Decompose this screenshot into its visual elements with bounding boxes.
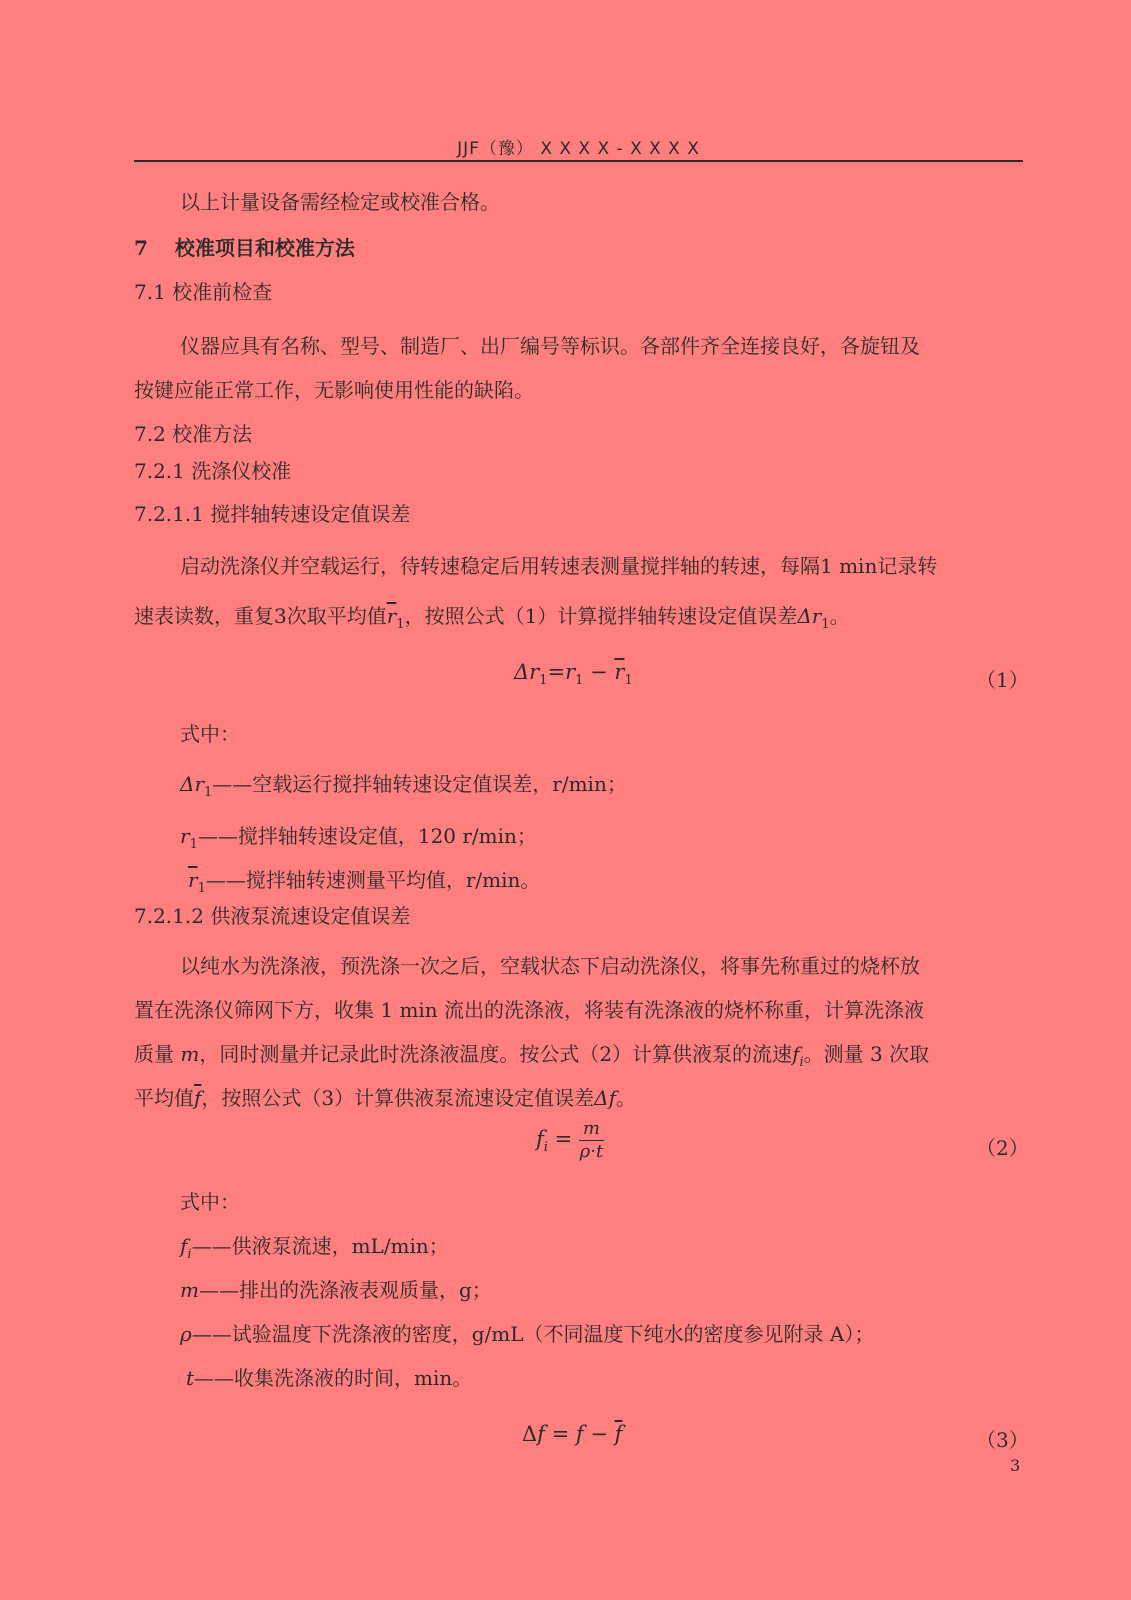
paragraph [134, 600, 850, 632]
text-run: 。 [616, 1086, 636, 1110]
subsection-heading: 7.2.1 洗涤仪校准 [134, 459, 292, 483]
math-symbol: $\overline{r}$ [188, 868, 198, 892]
text-run: ，按照公式（1）计算搅拌轴转速设定值误差 [404, 604, 798, 628]
page-number: 3 [1010, 1456, 1021, 1475]
text-run: ，同时测量并记录此时洗涤液温度。按公式（2）计算供液泵的流速 [199, 1042, 793, 1066]
paragraph: 仪器应具有名称、型号、制造厂、出厂编号等标识。各部件齐全连接良好，各旋钮及 [180, 334, 920, 358]
text-run: 。测量 3 次取 [803, 1042, 930, 1066]
definition-item [180, 1318, 874, 1347]
section-heading: 7 校准项目和校准方法 [134, 236, 355, 260]
definition-item [188, 864, 540, 896]
math-symbol: Δr [180, 772, 205, 796]
math-symbol: r [565, 660, 576, 684]
text-run: 速表读数，重复3次取平均值 [134, 604, 387, 628]
fraction-numerator: m [579, 1118, 604, 1141]
text-run: ——收集洗涤液的时间，min。 [194, 1366, 473, 1390]
definition-item [180, 1230, 449, 1262]
equation-2 [536, 1118, 604, 1163]
math-symbol: m [180, 1042, 200, 1066]
text-run: 质量 [134, 1042, 174, 1066]
math-operator: − [583, 1422, 615, 1446]
math-operator: − [583, 660, 615, 684]
text-run: ——供液泵流速，mL/min； [191, 1234, 449, 1258]
where-label: 式中： [180, 722, 240, 746]
text-run: ——试验温度下洗涤液的密度，g/mL（不同温度下纯水的密度参见附录 A）； [191, 1322, 875, 1346]
math-symbol: $\overline{f}$ [194, 1086, 202, 1110]
equation-3 [522, 1422, 622, 1446]
math-operator: = [547, 1127, 579, 1151]
math-subscript: 1 [396, 617, 405, 632]
math-operator: = [547, 660, 566, 684]
math-symbol: f [575, 1422, 584, 1446]
math-symbol: m [180, 1278, 199, 1302]
math-symbol: $\overline{r}$ [614, 660, 625, 684]
definition-item [186, 1362, 472, 1391]
paragraph: 按键应能正常工作，无影响使用性能的缺陷。 [134, 378, 534, 402]
math-operator: = [544, 1422, 576, 1446]
subsection-heading: 7.2 校准方法 [134, 422, 253, 446]
math-symbol: ρ [180, 1322, 192, 1346]
math-subscript: i [799, 1055, 804, 1070]
definition-item [180, 820, 537, 852]
math-subscript: 1 [821, 617, 830, 632]
text-run: 平均值 [134, 1086, 194, 1110]
math-symbol: Δf [594, 1086, 616, 1110]
fraction [579, 1118, 604, 1163]
math-subscript: i [187, 1247, 192, 1262]
paragraph: 启动洗涤仪并空载运行，待转速稳定后用转速表测量搅拌轴的转速，每隔1 min记录转 [180, 554, 938, 578]
text-run: ，按照公式（3）计算供液泵流速设定值误差 [201, 1086, 595, 1110]
math-symbol: t [186, 1366, 195, 1390]
math-symbol: $\overline{f}$ [614, 1422, 623, 1446]
paragraph: 置在洗涤仪筛网下方，收集 1 min 流出的洗涤液，将装有洗涤液的烧杯称重，计算洗涤液 [134, 998, 925, 1022]
math-symbol: f [537, 1422, 545, 1446]
header-rule [134, 160, 1023, 162]
definition-item [180, 1274, 492, 1303]
equation-number: （2） [976, 1136, 1029, 1160]
where-label: 式中： [180, 1190, 240, 1214]
math-subscript: 1 [539, 673, 548, 689]
math-subscript: i [543, 1140, 548, 1156]
equation-1 [514, 660, 633, 688]
running-header: JJF（豫） X X X X - X X X X [457, 139, 700, 159]
text-run: 。 [829, 604, 850, 628]
paragraph: 以上计量设备需经检定或校准合格。 [180, 190, 500, 214]
math-symbol: f [792, 1042, 800, 1066]
math-symbol: Δr [797, 604, 822, 628]
subsection-heading: 7.2.1.2 供液泵流速设定值误差 [134, 904, 411, 928]
equation-number: （1） [976, 668, 1029, 692]
math-symbol: f [180, 1234, 188, 1258]
math-symbol: Δr [514, 660, 540, 684]
math-subscript: 1 [575, 673, 584, 689]
math-symbol: f [536, 1127, 544, 1151]
fraction-denominator: ρ·t [579, 1141, 604, 1162]
equation-number: （3） [976, 1428, 1029, 1452]
paragraph [134, 1082, 636, 1111]
math-symbol: $\overline{r}$ [386, 604, 397, 628]
math-subscript: 1 [197, 881, 206, 896]
text-run: ——搅拌轴转速测量平均值，r/min。 [205, 868, 541, 892]
text-run: ——空载运行搅拌轴转速设定值误差，r/min； [212, 772, 627, 796]
math-symbol: r [180, 824, 190, 848]
math-subscript: 1 [189, 837, 198, 852]
subsection-heading: 7.1 校准前检查 [134, 280, 273, 304]
paragraph: 以纯水为洗涤液，预洗涤一次之后，空载状态下启动洗涤仪，将事先称重过的烧杯放 [180, 954, 920, 978]
text-run: ——搅拌轴转速设定值，120 r/min； [197, 824, 537, 848]
subsection-heading: 7.2.1.1 搅拌轴转速设定值误差 [134, 502, 411, 526]
definition-item [180, 768, 627, 800]
math-subscript: 1 [204, 785, 213, 800]
paragraph [134, 1038, 929, 1070]
math-subscript: 1 [624, 673, 633, 689]
text-run: ——排出的洗涤液表观质量，g； [198, 1278, 492, 1302]
math-operator: Δ [522, 1422, 538, 1446]
